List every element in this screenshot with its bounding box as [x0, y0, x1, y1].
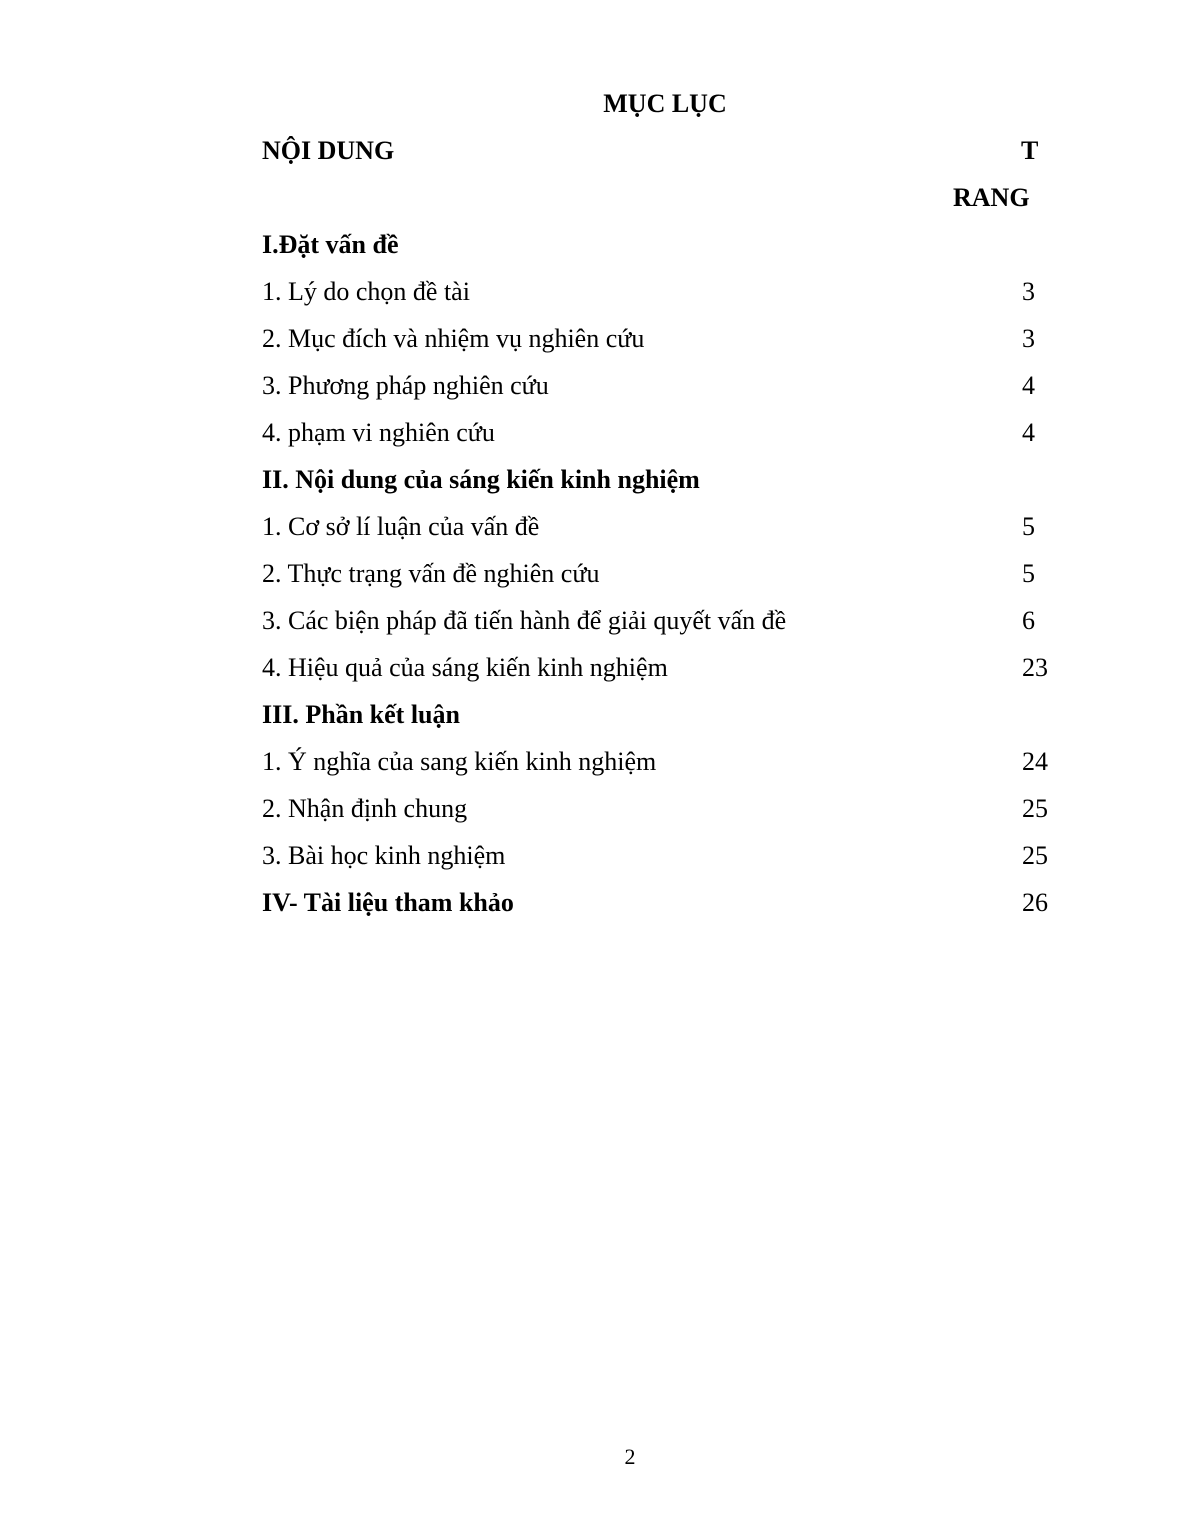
toc-references-row [262, 885, 1062, 921]
toc-entry-text: 4. phạm vi nghiên cứu [262, 418, 495, 447]
toc-entry-page: 25 [1022, 841, 1048, 870]
toc-header-content-label: NỘI DUNG [262, 136, 395, 165]
toc-entry [262, 603, 1062, 639]
toc-entry [262, 650, 1062, 686]
toc-entry [262, 791, 1062, 827]
toc-entry [262, 321, 1062, 357]
toc-entry [262, 744, 1062, 780]
toc-entry-page: 4 [1022, 371, 1035, 400]
toc-entry [262, 556, 1062, 592]
toc-entry-page: 23 [1022, 653, 1048, 682]
toc-entry-page: 3 [1022, 277, 1035, 306]
toc-entry-text: 1. Cơ sở lí luận của vấn đề [262, 512, 540, 541]
toc-entry-page: 6 [1022, 606, 1035, 635]
toc-entry [262, 274, 1062, 310]
toc-entry-page: 4 [1022, 418, 1035, 447]
toc-section-heading [262, 697, 1062, 733]
toc-entry-text: 3. Các biện pháp đã tiến hành để giải quyết vấn đề [262, 606, 787, 635]
toc-entry-page: 24 [1022, 747, 1048, 776]
toc-entry [262, 509, 1062, 545]
toc-entry-page: 5 [1022, 512, 1035, 541]
toc-entry-page: 5 [1022, 559, 1035, 588]
toc-entry-text: 1. Lý do chọn đề tài [262, 277, 470, 306]
page-number: 2 [624, 1444, 636, 1469]
toc-entry-text: 1. Ý nghĩa của sang kiến kinh nghiệm [262, 747, 657, 776]
toc-references-text: IV- Tài liệu tham khảo [262, 888, 514, 917]
toc-entry-text: 2. Nhận định chung [262, 794, 468, 823]
toc-references-page: 26 [1022, 888, 1048, 917]
toc-section-heading-text: III. Phần kết luận [262, 700, 460, 729]
toc-entry-text: 2. Mục đích và nhiệm vụ nghiên cứu [262, 324, 645, 353]
toc-section-heading [262, 227, 1062, 263]
toc-header-page-label-line2: RANG [953, 183, 1030, 212]
toc-section-heading [262, 462, 1062, 498]
toc-entry-text: 2. Thực trạng vấn đề nghiên cứu [262, 559, 600, 588]
toc-entry [262, 415, 1062, 451]
toc-entry-text: 4. Hiệu quả của sáng kiến kinh nghiệm [262, 653, 668, 682]
page-title: MỤC LỤC [603, 89, 727, 118]
toc-entry-page: 25 [1022, 794, 1048, 823]
toc-entry [262, 838, 1062, 874]
toc-header-page-label-line1: T [1021, 136, 1039, 165]
toc-section-heading-text: I.Đặt vấn đề [262, 230, 399, 259]
toc-entry [262, 368, 1062, 404]
toc-entry-text: 3. Bài học kinh nghiệm [262, 841, 506, 870]
toc-entry-page: 3 [1022, 324, 1035, 353]
toc-section-heading-text: II. Nội dung của sáng kiến kinh nghiệm [262, 465, 700, 494]
toc-entry-text: 3. Phương pháp nghiên cứu [262, 371, 549, 400]
